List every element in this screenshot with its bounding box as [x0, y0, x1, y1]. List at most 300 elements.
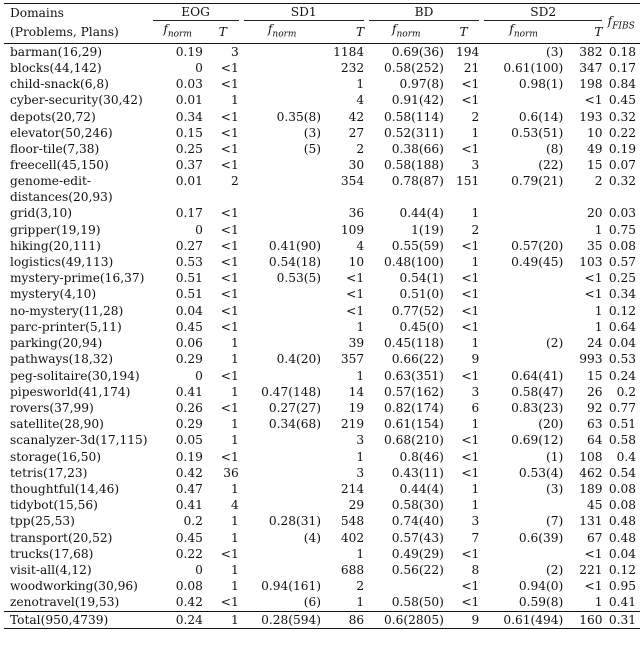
cell-bd-fnorm: 0.91(42) — [391, 93, 444, 108]
cell-eog-fnorm: 0.22 — [175, 546, 203, 561]
cell-eog-t: 1 — [231, 530, 239, 545]
cell-eog-t: 1 — [231, 562, 239, 577]
cell-bd-t: <1 — [461, 93, 480, 108]
cell-sd1-t: <1 — [346, 287, 365, 302]
header-eog-t: T — [218, 24, 227, 39]
cell-sd1-t: 3 — [356, 433, 365, 448]
cell-f-fibs: 0.03 — [608, 206, 636, 221]
cell-eog-t: <1 — [220, 400, 239, 415]
cell-sd1-t: 30 — [348, 158, 365, 173]
cell-sd2-t: 1 — [594, 222, 603, 237]
cell-sd2-fnorm — [482, 92, 565, 108]
cell-sd2-fnorm: (8) — [546, 142, 564, 157]
cell-sd2-fnorm: 0.53(4) — [518, 465, 564, 480]
cell-sd2-fnorm: 0.98(1) — [518, 77, 564, 92]
cell-eog-t: 3 — [231, 44, 239, 59]
cell-bd-t: <1 — [461, 271, 480, 286]
cell-eog-fnorm: 0.41 — [175, 384, 203, 399]
cell-eog-fnorm: 0.53 — [175, 255, 203, 270]
cell-domain: transport(20,52) — [10, 530, 113, 545]
cell-bd-t: <1 — [461, 579, 480, 594]
header-group-sd1: SD1 — [241, 4, 366, 22]
cell-sd2-fnorm: 0.53(51) — [511, 125, 564, 140]
total-sd1-t: 86 — [348, 612, 365, 627]
cell-sd2-t: 221 — [579, 562, 603, 577]
cell-sd2-t: 131 — [579, 514, 603, 529]
cell-bd-fnorm: 0.44(4) — [399, 481, 444, 496]
cell-sd2-t: <1 — [584, 93, 603, 108]
cell-eog-fnorm: 0.41 — [175, 498, 203, 513]
cell-eog-fnorm: 0.19 — [175, 44, 203, 59]
cell-bd-fnorm: 0.58(50) — [391, 595, 444, 610]
cell-bd-fnorm: 0.68(210) — [383, 433, 444, 448]
cell-bd-fnorm: 0.58(188) — [383, 158, 444, 173]
cell-bd-fnorm — [367, 578, 446, 594]
table-row — [4, 43, 640, 60]
cell-sd2-fnorm: 0.58(47) — [511, 384, 564, 399]
cell-sd1-t: 1 — [356, 449, 365, 464]
table-row — [4, 578, 640, 594]
cell-eog-t: <1 — [220, 546, 239, 561]
cell-eog-t: 4 — [231, 498, 239, 513]
cell-f-fibs: 0.32 — [608, 109, 636, 124]
table-row — [4, 562, 640, 578]
cell-bd-t: 1 — [471, 125, 480, 140]
table-row — [4, 222, 640, 238]
cell-eog-t: 1 — [231, 417, 239, 432]
cell-bd-fnorm: 0.58(30) — [391, 498, 444, 513]
cell-sd2-fnorm: 0.6(39) — [518, 530, 564, 545]
cell-sd1-fnorm: 0.53(5) — [276, 271, 321, 286]
cell-eog-t: <1 — [220, 287, 239, 302]
cell-bd-t: 1 — [471, 336, 480, 351]
cell-eog-fnorm: 0.19 — [175, 449, 203, 464]
cell-sd2-t: 198 — [579, 77, 603, 92]
cell-sd1-fnorm — [241, 43, 323, 60]
cell-eog-fnorm: 0.37 — [175, 158, 203, 173]
cell-f-fibs: 0.58 — [608, 433, 636, 448]
cell-sd1-fnorm — [241, 465, 323, 481]
cell-eog-t: 1 — [231, 93, 239, 108]
table-row — [4, 286, 640, 302]
cell-sd2-t: 67 — [586, 530, 603, 545]
cell-f-fibs: 0.24 — [608, 368, 636, 383]
header-eog-fnorm: $f_{norm}$ — [163, 22, 192, 40]
cell-sd1-t: 42 — [348, 109, 365, 124]
cell-domain: storage(16,50) — [10, 449, 101, 464]
cell-sd1-t: 1 — [356, 595, 365, 610]
cell-eog-fnorm: 0.42 — [175, 595, 203, 610]
cell-sd2-fnorm: 0.49(45) — [511, 255, 564, 270]
cell-sd1-fnorm — [241, 303, 323, 319]
cell-domain: zenotravel(19,53) — [10, 595, 120, 610]
cell-f-fibs: 0.75 — [608, 222, 636, 237]
cell-sd2-fnorm: (1) — [546, 449, 564, 464]
cell-bd-fnorm: 0.48(100) — [383, 255, 444, 270]
total-bd-fnorm: 0.6(2805) — [383, 612, 444, 627]
cell-sd2-fnorm — [482, 351, 565, 367]
table-row — [4, 335, 640, 351]
cell-domain: hiking(20,111) — [10, 238, 101, 253]
cell-eog-t: <1 — [220, 61, 239, 76]
total-sd2-fnorm: 0.61(494) — [503, 612, 564, 627]
cell-bd-fnorm: 0.69(36) — [391, 44, 444, 59]
cell-sd1-fnorm — [241, 222, 323, 238]
cell-bd-fnorm: 0.45(118) — [383, 336, 444, 351]
cell-domain: rovers(37,99) — [10, 400, 94, 415]
cell-eog-t: 1 — [231, 433, 239, 448]
header-sd1-fnorm: $f_{norm}$ — [267, 22, 297, 40]
table-row — [4, 481, 640, 497]
cell-sd1-fnorm: 0.34(68) — [268, 417, 321, 432]
cell-sd2-t: 64 — [586, 433, 603, 448]
cell-sd2-t: 20 — [586, 206, 603, 221]
cell-sd2-t: <1 — [584, 546, 603, 561]
cell-sd2-fnorm: 0.64(41) — [511, 368, 564, 383]
cell-eog-fnorm: 0 — [195, 562, 203, 577]
cell-sd2-fnorm: (7) — [546, 514, 564, 529]
cell-domain: pathways(18,32) — [10, 352, 114, 367]
table-row — [4, 497, 640, 513]
cell-sd2-t: 49 — [586, 142, 603, 157]
cell-domain: cyber-security(30,42) — [10, 93, 143, 108]
cell-eog-t: 1 — [231, 336, 239, 351]
cell-sd1-fnorm — [241, 368, 323, 384]
table-row — [4, 109, 640, 125]
cell-bd-t: 8 — [471, 562, 480, 577]
cell-sd2-t: 10 — [586, 125, 603, 140]
cell-sd1-t: 1184 — [333, 44, 365, 59]
cell-bd-fnorm: 0.61(154) — [383, 417, 444, 432]
cell-f-fibs: 0.12 — [608, 562, 636, 577]
cell-f-fibs: 0.48 — [608, 530, 636, 545]
table-row — [4, 449, 640, 465]
cell-sd1-fnorm — [241, 205, 323, 221]
cell-bd-t: 21 — [463, 61, 480, 76]
cell-bd-t: 1 — [471, 481, 480, 496]
cell-sd1-t: 548 — [340, 514, 365, 529]
cell-domain: mystery-prime(16,37) — [10, 271, 145, 286]
cell-bd-fnorm: 0.55(59) — [391, 238, 444, 253]
cell-eog-fnorm: 0.08 — [175, 579, 203, 594]
cell-sd1-fnorm: 0.47(148) — [261, 384, 321, 399]
cell-f-fibs: 0.41 — [608, 595, 636, 610]
cell-sd2-fnorm: 0.57(20) — [511, 238, 564, 253]
cell-sd1-t: 27 — [348, 125, 365, 140]
cell-domain: thoughtful(14,46) — [10, 481, 120, 496]
table-row — [4, 157, 640, 173]
cell-bd-t: 9 — [471, 352, 480, 367]
cell-sd2-fnorm — [482, 303, 565, 319]
cell-eog-fnorm: 0.27 — [175, 238, 203, 253]
table-row — [4, 513, 640, 529]
cell-domain: depots(20,72) — [10, 109, 96, 124]
header-sd1-t: T — [355, 24, 365, 39]
cell-domain: woodworking(30,96) — [10, 579, 138, 594]
cell-domain: no-mystery(11,28) — [10, 303, 124, 318]
cell-bd-t: 6 — [471, 400, 480, 415]
cell-sd1-fnorm — [241, 319, 323, 335]
cell-eog-fnorm: 0 — [195, 61, 203, 76]
cell-f-fibs: 0.53 — [608, 352, 636, 367]
cell-sd1-fnorm: (6) — [303, 595, 321, 610]
cell-sd1-t: 688 — [340, 562, 365, 577]
cell-eog-t: <1 — [220, 271, 239, 286]
cell-eog-fnorm: 0.03 — [175, 77, 203, 92]
cell-bd-t: 7 — [471, 530, 480, 545]
table-row — [4, 254, 640, 270]
table-row — [4, 400, 640, 416]
cell-sd2-t: 24 — [586, 336, 603, 351]
cell-domain: grid(3,10) — [10, 206, 72, 221]
cell-sd2-t: 347 — [579, 61, 603, 76]
cell-sd2-fnorm: (22) — [538, 158, 564, 173]
cell-bd-fnorm: 0.66(22) — [391, 352, 444, 367]
cell-f-fibs: 0.34 — [608, 287, 636, 302]
cell-eog-t: <1 — [220, 77, 239, 92]
cell-eog-t: <1 — [220, 595, 239, 610]
cell-bd-t: 1 — [471, 417, 480, 432]
cell-sd1-fnorm — [241, 76, 323, 92]
cell-eog-t: <1 — [220, 319, 239, 334]
cell-bd-t: <1 — [461, 238, 480, 253]
cell-sd1-fnorm — [241, 432, 323, 448]
cell-bd-fnorm: 0.52(311) — [383, 125, 444, 140]
cell-f-fibs: 0.57 — [608, 255, 636, 270]
header-problems-plans: (Problems, Plans) — [10, 24, 119, 39]
cell-f-fibs: 0.84 — [608, 77, 636, 92]
cell-bd-fnorm: 0.45(0) — [399, 319, 444, 334]
cell-f-fibs: 0.54 — [608, 465, 636, 480]
cell-sd2-t: 35 — [586, 238, 603, 253]
cell-sd2-t: <1 — [584, 287, 603, 302]
cell-sd1-fnorm: 0.4(20) — [276, 352, 321, 367]
cell-eog-fnorm: 0.26 — [175, 400, 203, 415]
cell-sd1-t: 354 — [340, 174, 365, 189]
cell-bd-t: <1 — [461, 433, 480, 448]
cell-bd-t: <1 — [461, 77, 480, 92]
cell-domain: visit-all(4,12) — [10, 562, 92, 577]
cell-sd2-fnorm: 0.59(8) — [518, 595, 564, 610]
cell-domain: scanalyzer-3d(17,115) — [10, 433, 148, 448]
cell-sd2-fnorm: 0.69(12) — [511, 433, 564, 448]
cell-sd1-t: 1 — [356, 546, 365, 561]
cell-bd-t: 3 — [471, 384, 480, 399]
cell-bd-fnorm: 0.77(52) — [391, 303, 444, 318]
cell-sd2-t: <1 — [584, 579, 603, 594]
cell-sd2-t: 193 — [579, 109, 603, 124]
cell-eog-t: 36 — [223, 465, 239, 480]
cell-eog-fnorm: 0.29 — [175, 352, 203, 367]
cell-bd-t: <1 — [461, 449, 480, 464]
cell-eog-t: <1 — [220, 125, 239, 140]
cell-sd1-t: 1 — [356, 368, 365, 383]
cell-bd-fnorm: 0.58(252) — [383, 61, 444, 76]
cell-eog-t: <1 — [220, 449, 239, 464]
cell-sd2-t: 108 — [579, 449, 603, 464]
header-bd-fnorm: $f_{norm}$ — [392, 22, 421, 40]
cell-domain: tidybot(15,56) — [10, 498, 98, 513]
cell-sd1-fnorm: 0.94(161) — [261, 579, 321, 594]
cell-sd2-fnorm — [482, 319, 565, 335]
cell-bd-t: 1 — [471, 255, 480, 270]
cell-bd-fnorm: 0.43(11) — [391, 465, 444, 480]
cell-sd1-t: 36 — [348, 206, 365, 221]
cell-sd2-fnorm — [482, 205, 565, 221]
cell-eog-fnorm: 0.42 — [175, 465, 203, 480]
cell-eog-t: 1 — [231, 384, 239, 399]
cell-eog-t: 1 — [231, 579, 239, 594]
cell-bd-t: <1 — [461, 595, 480, 610]
cell-f-fibs: 0.2 — [616, 384, 636, 399]
cell-domain: parking(20,94) — [10, 336, 103, 351]
cell-sd1-t: 4 — [356, 93, 365, 108]
cell-domain: barman(16,29) — [10, 44, 102, 59]
header-bd-t: T — [459, 24, 468, 39]
cell-eog-fnorm: 0 — [195, 368, 203, 383]
cell-sd2-fnorm: (20) — [538, 417, 564, 432]
cell-f-fibs: 0.04 — [608, 336, 636, 351]
cell-bd-fnorm: 0.57(162) — [383, 384, 444, 399]
cell-sd2-fnorm — [482, 222, 565, 238]
cell-bd-fnorm: 0.97(8) — [399, 77, 444, 92]
cell-sd2-fnorm: (3) — [546, 481, 564, 496]
cell-f-fibs: 0.22 — [608, 125, 636, 140]
cell-bd-fnorm: 0.38(66) — [391, 142, 444, 157]
header-domains: Domains — [10, 5, 64, 20]
cell-bd-fnorm: 0.44(4) — [399, 206, 444, 221]
cell-domain: elevator(50,246) — [10, 125, 113, 140]
cell-sd1-fnorm: 0.27(27) — [268, 400, 321, 415]
cell-sd1-t: 109 — [340, 222, 365, 237]
cell-sd2-fnorm: (2) — [546, 562, 564, 577]
cell-sd1-fnorm — [241, 335, 323, 351]
table-row — [4, 368, 640, 384]
cell-f-fibs: 0.45 — [608, 93, 636, 108]
cell-f-fibs: 0.19 — [608, 142, 636, 157]
cell-f-fibs: 0.4 — [616, 449, 636, 464]
cell-sd1-t: 232 — [340, 61, 365, 76]
cell-sd2-fnorm — [482, 497, 565, 513]
cell-bd-fnorm: 0.51(0) — [399, 287, 444, 302]
cell-bd-t: <1 — [461, 287, 480, 302]
cell-sd2-t: 1 — [594, 303, 603, 318]
cell-domain: genome-edit- distances(20,93) — [10, 174, 113, 205]
cell-f-fibs: 0.51 — [608, 417, 636, 432]
table-row — [4, 432, 640, 448]
cell-f-fibs: 0.48 — [608, 514, 636, 529]
cell-eog-fnorm: 0.25 — [175, 142, 203, 157]
cell-sd2-t: 45 — [586, 498, 603, 513]
cell-sd2-t: 103 — [579, 255, 603, 270]
total-eog-t: 1 — [231, 612, 239, 627]
cell-sd1-fnorm: (4) — [303, 530, 321, 545]
cell-sd2-fnorm — [482, 546, 565, 562]
cell-eog-fnorm: 0.06 — [175, 336, 203, 351]
cell-f-fibs: 0.64 — [608, 319, 636, 334]
cell-eog-fnorm: 0.01 — [175, 174, 203, 189]
cell-bd-fnorm: 0.49(29) — [391, 546, 444, 561]
cell-f-fibs: 0.07 — [608, 158, 636, 173]
cell-sd2-fnorm: (2) — [546, 336, 564, 351]
cell-eog-fnorm: 0.01 — [175, 93, 203, 108]
cell-eog-fnorm: 0.29 — [175, 417, 203, 432]
cell-bd-t: 2 — [471, 109, 480, 124]
cell-bd-t: <1 — [461, 303, 480, 318]
cell-sd2-t: 462 — [579, 465, 603, 480]
cell-eog-fnorm: 0.05 — [175, 433, 203, 448]
cell-sd2-t: 15 — [586, 368, 603, 383]
cell-bd-t: <1 — [461, 142, 480, 157]
cell-bd-t: 1 — [471, 498, 480, 513]
cell-eog-t: <1 — [220, 109, 239, 124]
header-sd2-fnorm: $f_{norm}$ — [509, 22, 538, 40]
cell-bd-fnorm: 0.82(174) — [383, 400, 444, 415]
table-row — [4, 238, 640, 254]
cell-sd1-fnorm — [241, 286, 323, 302]
cell-domain: tetris(17,23) — [10, 465, 88, 480]
total-bd-t: 9 — [471, 612, 480, 627]
cell-sd1-fnorm: 0.41(90) — [268, 238, 321, 253]
table-row — [4, 270, 640, 286]
cell-bd-t: 3 — [471, 514, 480, 529]
cell-bd-fnorm: 0.63(351) — [383, 368, 444, 383]
results-table — [4, 3, 640, 629]
cell-eog-t: <1 — [220, 303, 239, 318]
cell-domain: pipesworld(41,174) — [10, 384, 131, 399]
cell-f-fibs: 0.04 — [608, 546, 636, 561]
total-sd1-fnorm: 0.28(594) — [261, 612, 321, 627]
cell-f-fibs: 0.08 — [608, 498, 636, 513]
table-row — [4, 205, 640, 221]
cell-domain: tpp(25,53) — [10, 514, 75, 529]
cell-sd2-t: 382 — [579, 44, 603, 59]
cell-sd1-fnorm: 0.28(31) — [268, 514, 321, 529]
cell-domain: floor-tile(7,38) — [10, 142, 100, 157]
cell-sd2-t: 1 — [594, 595, 603, 610]
cell-sd1-t: 1 — [356, 319, 365, 334]
cell-sd2-fnorm: 0.79(21) — [511, 174, 564, 189]
cell-bd-t: <1 — [461, 319, 480, 334]
cell-eog-fnorm: 0.45 — [175, 530, 203, 545]
table-body — [4, 43, 640, 611]
header-group-bd: BD — [367, 4, 482, 22]
cell-bd-t: <1 — [461, 465, 480, 480]
header-group-sd2: SD2 — [482, 4, 605, 22]
cell-f-fibs: 0.08 — [608, 238, 636, 253]
table-row — [4, 60, 640, 76]
cell-sd1-t: 3 — [356, 465, 365, 480]
total-f-fibs: 0.31 — [608, 612, 636, 627]
cell-bd-fnorm: 0.57(43) — [391, 530, 444, 545]
table-row — [4, 303, 640, 319]
cell-sd1-fnorm — [241, 173, 323, 205]
cell-domain: logistics(49,113) — [10, 255, 114, 270]
cell-sd1-t: 2 — [356, 579, 365, 594]
cell-sd1-t: 1 — [356, 77, 365, 92]
total-row — [4, 611, 640, 628]
cell-eog-fnorm: 0 — [195, 222, 203, 237]
cell-eog-fnorm: 0.51 — [175, 287, 203, 302]
cell-sd2-t: 26 — [586, 384, 603, 399]
cell-domain: peg-solitaire(30,194) — [10, 368, 140, 383]
cell-sd1-fnorm — [241, 157, 323, 173]
table-row — [4, 92, 640, 108]
cell-eog-fnorm: 0.51 — [175, 271, 203, 286]
total-label: Total(950,4739) — [10, 612, 109, 627]
cell-bd-fnorm: 0.58(114) — [383, 109, 444, 124]
cell-bd-fnorm: 0.74(40) — [391, 514, 444, 529]
